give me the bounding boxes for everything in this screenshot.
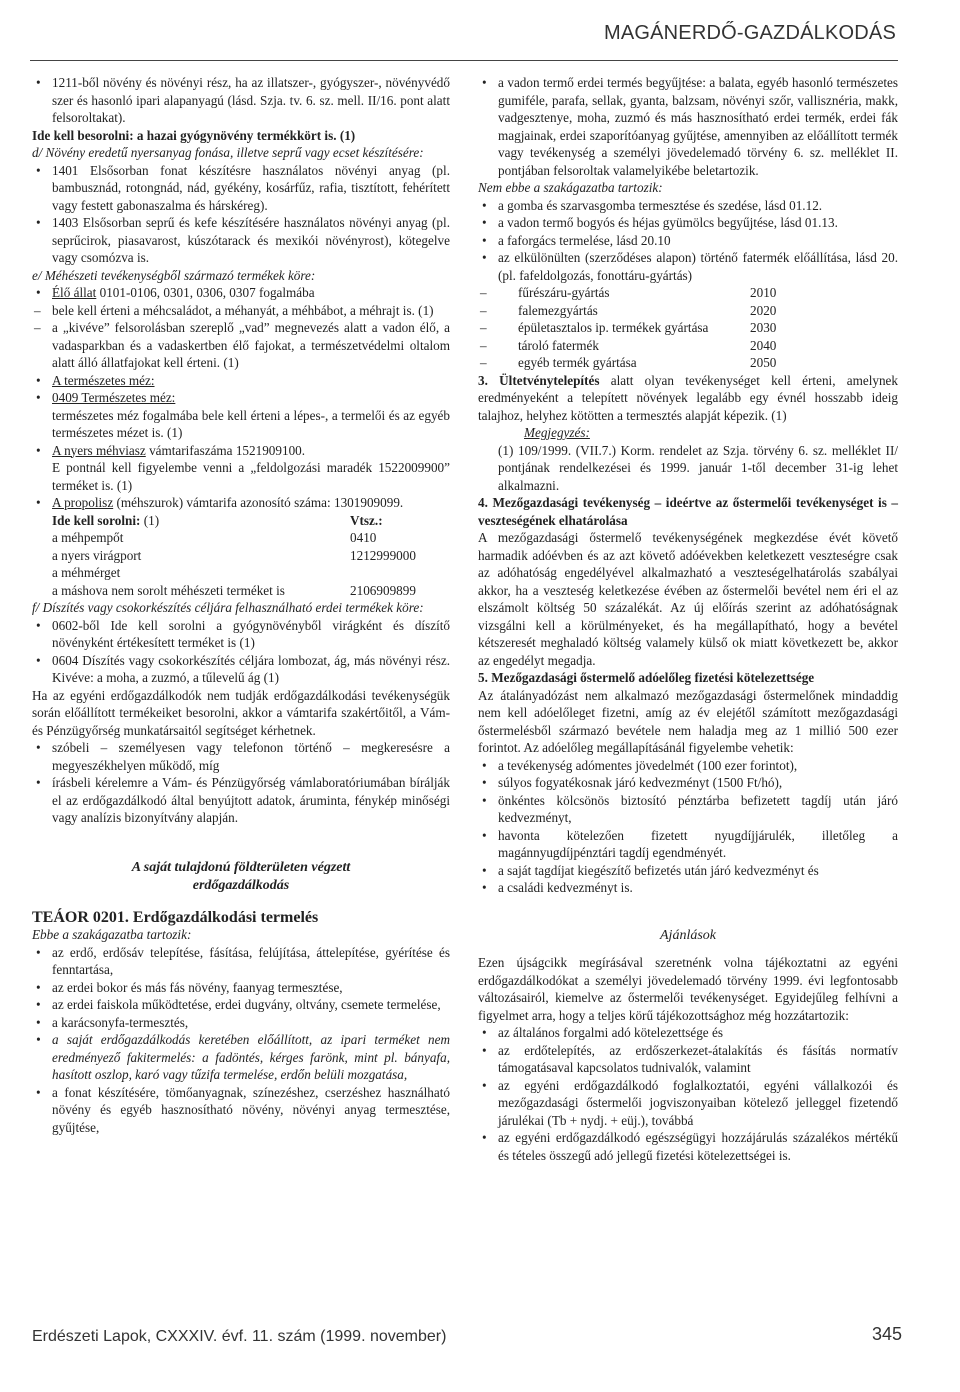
list-item: • az erdei bokor és más fás növény, faanyag termesztése, xyxy=(32,979,450,997)
list-item: • az egyéni erdőgazdálkodó egészségügyi hozzájárulás százalékos mértékű és tételes összegű adó jellegű fizetési kötelezettségei is. xyxy=(478,1129,898,1164)
subsection-heading: d/ Növény eredetű nyersanyag fonása, illetve seprű vagy ecset készítésére: xyxy=(32,145,424,160)
list-item: • a saját tagdíjat kiegészítő befizetés után járó kedvezményt és xyxy=(478,862,898,880)
list-item: • a vadon termő bogyós és héjas gyümölcs begyűjtése, lásd 01.13. xyxy=(478,214,898,232)
list-item: • az erdei faiskola működtetése, erdei dugvány, oltvány, csemete termelése, xyxy=(32,996,450,1014)
list-item: • 0602-ből Ide kell sorolni a gyógynövényből virágként és díszítő növényként értékesített terméket is (1) xyxy=(32,617,450,652)
note-heading: Megjegyzés: xyxy=(524,425,590,440)
list-item: • 1403 Elsősorban seprű és kefe készítésére használatos növényi anyag (pl. seprűcirok, piasavarost, kúszótarack és mexikói növényrost), kötegelve vagy csomózva is. xyxy=(32,214,450,267)
list-item: • A nyers méhviasz vámtarifaszáma 1521909100. xyxy=(32,442,450,460)
paragraph: Ha az egyéni erdőgazdálkodók nem tudják erdőgazdálkodási tevékenységük során előállított termékeiket besorolni, akkor a vámtarifa szakértőitől, a Vám- és Pénzügyőrség munkatársaitól segítséget kérhetnek. xyxy=(32,687,450,738)
list-item: • súlyos fogyatékosnak járó kedvezményt (1500 Ft/hó), xyxy=(478,774,898,792)
dash-item: – a „kivéve” felsorolásban szereplő „vad” megnevezés alatt a vadon élő, a vadasparkban és a vadaskertben élő fajokat, a természetvédelmi oltalom alatt álló állatfajokat kell érteni. (1) xyxy=(32,319,450,372)
teaor-heading: TEÁOR 0201. Erdőgazdálkodási termelés xyxy=(32,908,319,926)
list-item: • 1401 Elsősorban fonat készítésre használatos növényi anyag (pl. bambusznád, rotongnád, nád, gyékény, kosárfűz, rafia, tisztított, fehérített vagy festett gabonaszalma és hárskéreg). xyxy=(32,162,450,215)
list-item: • az erdő, erdősáv telepítése, fásítása, felújítása, áttelepítése, gyérítése és fenntartása, xyxy=(32,944,450,979)
list-item: • az általános forgalmi adó kötelezettsége és xyxy=(478,1024,898,1042)
product-row: – fűrészáru-gyártás 2010 xyxy=(478,284,898,302)
list-item: • 0604 Díszítés vagy csokorkészítés céljára lombozat, ág, más növényi rész. Kivéve: a moha, a zuzmó, a tűlevelű ág (1) xyxy=(32,652,450,687)
list-item: • önkéntes kölcsönös biztosító pénztárba befizetett tagdíj után járó kedvezményt, xyxy=(478,792,898,827)
subsection-heading: e/ Méhészeti tevékenységből származó termékek köre: xyxy=(32,267,316,283)
section-title: Ajánlások xyxy=(660,927,716,943)
product-row: – tároló fatermék 2040 xyxy=(478,337,898,355)
list-item: • 1211-ből növény és növényi rész, ha az illatszer-, gyógyszer-, növényvédő szer és hasonló ipari alapanyagú (lásd. Szja. tv. 6. sz. mell. II/16. pont alatt felsoroltakat). xyxy=(32,74,450,127)
list-item: • a saját erdőgazdálkodás keretében előállított, az ipari terméket nem eredményező fakitermelés: a fadöntés, kérges farönk, mint pl. bányafa, hasított oszlop, karó vagy tűzifa termelése, erdőn belüli mozgatása, xyxy=(32,1031,450,1084)
list-item: • havonta kötelezően fizetett nyugdíjjárulék, illetőleg a magánnyugdíjpénztári tagdíj egendményét. xyxy=(478,827,898,862)
vtsz-table xyxy=(32,512,450,600)
paragraph: Az átalányadózást nem alkalmazó mezőgazdasági őstermelőnek mindaddig nem kell adóelőleget fizetni, amíg az év elejétől számított mezőgazdasági őstermelésből származó bevétele nem haladja meg az 1 millió 500 ezer forintot. Az adóelőleg megállapításánál figyelembe vehetik: xyxy=(478,687,898,755)
right-column xyxy=(478,74,898,1164)
list-item: • a faforgács termelése, lásd 20.10 xyxy=(478,232,898,250)
paragraph: 3. Ültetvénytelepítés alatt olyan tevékenységet kell érteni, amelynek eredményeként a telepített növények legalább egy évnél hosszabb ideig talajhoz, helyhez kötötten a termesztés alapját képezik. (1) xyxy=(478,372,899,423)
list-item: • a vadon termő erdei termés begyűjtése: a balata, egyéb hasonló természetes gumiféle, parafa, sellak, gyanta, balzsam, növényi szőr, vallisznéria, makk, vadgesztenye, moha, zuzmó és más hasznosítható erdei termék, erdei fák magjainak, erdei szaporítóanyag gyűjtése, amennyiben az előállított termék vagy tevékenység a személyi jövedelemadó törvény 6. sz. melléklet II. pontjában felsoroltak valamelyikébe beletartozik. xyxy=(478,74,898,179)
list-item: • Élő állat 0101-0106, 0301, 0306, 0307 fogalmába xyxy=(32,284,450,302)
page-number: 345 xyxy=(872,1324,903,1344)
subsection-heading: f/ Díszítés vagy csokorkészítés céljára felhasználható erdei termékek köre: xyxy=(32,600,424,615)
list-item: • A propolisz (méhszurok) vámtarifa azonosító száma: 1301909099. xyxy=(32,494,450,512)
left-column xyxy=(32,74,450,1136)
header-rule xyxy=(30,60,898,61)
paragraph: Ide kell besorolni: a hazai gyógynövény termékkört is. (1) xyxy=(32,127,356,143)
paragraph: természetes méz fogalmába bele kell érteni a lépes-, a termelői és az egyéb természetes mézet is. (1) xyxy=(52,407,450,440)
section-title: A saját tulajdonú földterületen végzett erdőgazdálkodás xyxy=(131,859,351,893)
list-item: • az erdőtelepítés, az erdőszerkezet-átalakítás és fásítás normatív támogatásaval kapcsolatos tudnivalók, valamint xyxy=(478,1042,898,1077)
list-item: • az egyéni erdőgazdálkodó foglalkoztatói, egyéni vállalkozói és mezőgazdasági őstermelői jogviszonyaiban kötelező jelleggel fizetendő járulékai (Tb + nydj. + eüj.), továbbá xyxy=(478,1077,898,1130)
list-item: • írásbeli kérelemre a Vám- és Pénzügyőrség vámlaboratóriumában bírálják el az erdőgazdálkodó által benyújtott adatok, áruminta, fénykép minőségi vagy analízis bizonyítvány alapján. xyxy=(32,774,450,827)
table-row: a méhmérget xyxy=(52,565,121,580)
list-item: • szóbeli – személyesen vagy telefonon történő – megkeresésre a megyeszékhelyen működő, míg xyxy=(32,739,450,774)
product-row: – falemezgyártás 2020 xyxy=(478,302,898,320)
journal-footer: Erdészeti Lapok, CXXXIV. évf. 11. szám (1999. november) xyxy=(32,1328,447,1345)
table-row: a máshova nem sorolt méhészeti terméket is 2106909899 xyxy=(52,582,416,598)
product-row: – épületasztalos ip. termékek gyártása 2030 xyxy=(478,319,898,337)
list-item: • a tevékenység adómentes jövedelmét (100 ezer forintot), xyxy=(478,757,898,775)
subsection-heading: Nem ebbe a szakágazatba tartozik: xyxy=(478,180,663,195)
paragraph: E pontnál kell figyelembe venni a „feldolgozási maradék 1522009900” terméket is. (1) xyxy=(52,460,450,493)
list-item: • 0409 Természetes méz: xyxy=(32,389,450,407)
dash-item: – bele kell érteni a méhcsaládot, a méhanyát, a méhbábot, a méhrajt is. (1) xyxy=(32,302,450,320)
table-row: a méhpempőt 0410 xyxy=(52,530,377,545)
list-item: • A természetes méz: xyxy=(32,372,450,390)
table-row: Ide kell sorolni: (1) Vtsz.: xyxy=(52,512,383,528)
subsection-heading: Ebbe a szakágazatba tartozik: xyxy=(32,927,192,942)
running-header: MAGÁNERDŐ-GAZDÁLKODÁS xyxy=(603,22,896,44)
list-item: • a gomba és szarvasgomba termesztése és szedése, lásd 01.12. xyxy=(478,197,898,215)
paragraph: Ezen újságcikk megírásával szeretnénk volna tájékoztatni az egyéni erdőgazdálkodókat a személyi jövedelemadó törvény 1999. évi legfontosabb változásairól, kiemelve az őstermelői tevékenységet. Egyidejűleg felhívni a figyelmet arra, hogy a teljes körű tájékozottsághoz még hozzátartozik: xyxy=(478,955,898,1023)
list-item: • az elkülönülten (szerződéses alapon) történő fatermék előállítása, lásd 20. (pl. fafeldolgozás, fonottáru-gyártás) xyxy=(478,249,898,284)
paragraph: A mezőgazdasági őstermelő tevékenységének megkezdése évét követő harmadik adóévben és az azt követő adóévekben keletkezett veszteségre csak az adóhatóság engedélyével alkalmazható a veszteségelhatárolás szabályai akkor, ha a veszteség keletkezése évében az őstermelői bevétel nem éri el az elszámolt költség 50 százalékát. Az új előírás szerint az adóhatóságnak vizsgálni kell a körülményeket, és ha megállapítható, hogy a bevétel kétszeresét meghaladó költség valamely külső ok miatt következett be, akkor az engedélyt megadja. xyxy=(478,530,898,668)
section-heading: 5. Mezőgazdasági őstermelő adóelőleg fizetési kötelezettsége xyxy=(478,670,815,685)
section-heading: 4. Mezőgazdasági tevékenység – ideértve az őstermelői tevékenységet is – veszteségének elhatárolása xyxy=(478,495,898,528)
list-item: • a fonat készítésére, tömőanyagnak, színezéshez, cserzéshez használható növény és egyéb hasznosítható növény, növényi anyag termesztése, gyűjtése, xyxy=(32,1084,450,1137)
list-item: • a karácsonyfa-termesztés, xyxy=(32,1014,450,1032)
product-row: – egyéb termék gyártása 2050 xyxy=(478,354,898,372)
list-item: • a családi kedvezményt is. xyxy=(478,879,898,897)
note-text: (1) 109/1999. (VII.7.) Korm. rendelet az Szja. törvény 6. sz. melléklet II/ pontjának rendelkezései és 1999. január 1-től december 31-ig lehet alkalmazni. xyxy=(498,442,898,493)
table-row: a nyers virágport 1212999000 xyxy=(52,547,416,563)
product-list xyxy=(478,284,898,372)
